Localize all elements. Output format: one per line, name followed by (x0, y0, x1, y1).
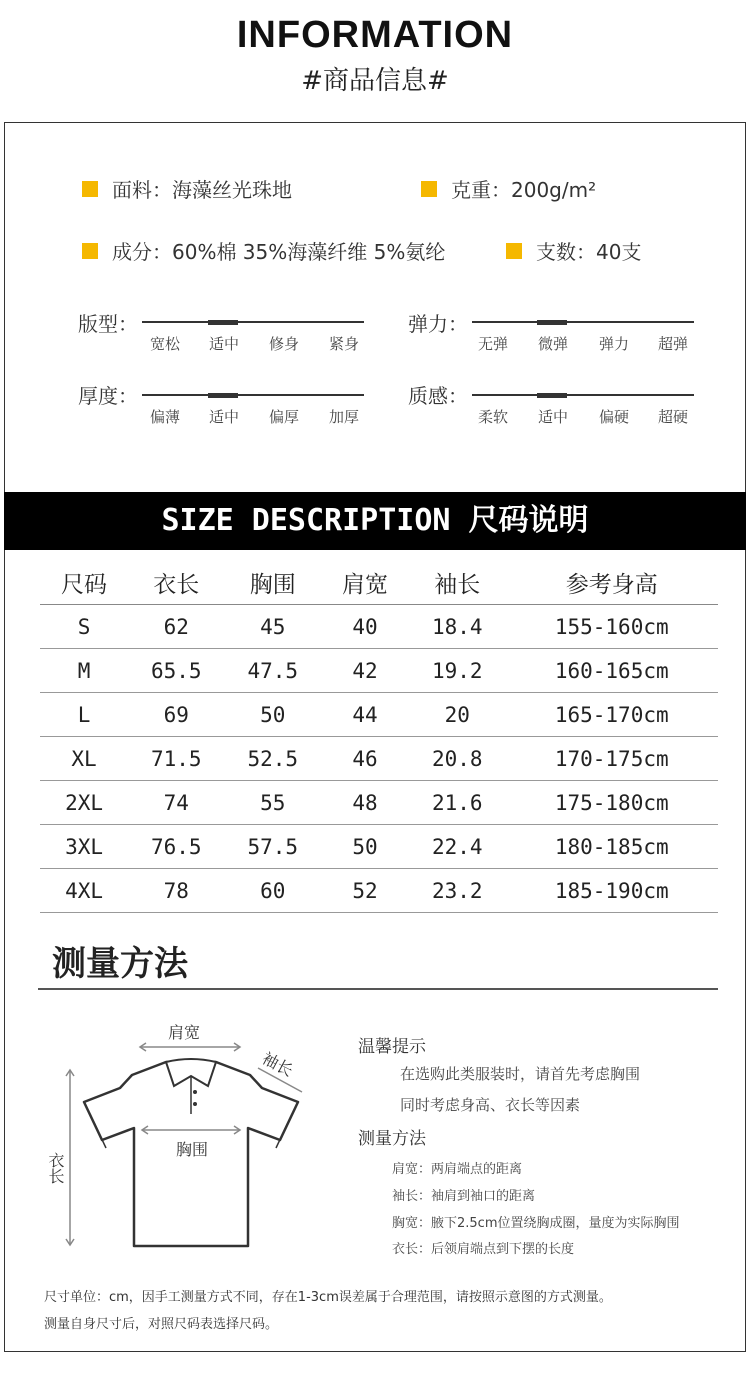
tshirt-diagram-icon (40, 1010, 330, 1260)
table-row (40, 781, 718, 825)
table-cell: 74 (128, 781, 224, 825)
table-cell: 2XL (40, 781, 128, 825)
table-cell: 76.5 (128, 825, 224, 869)
method-title: 测量方法 (358, 1129, 426, 1149)
slider-title: 厚度： (78, 384, 138, 408)
table-cell: 78 (128, 869, 224, 913)
divider (38, 988, 718, 990)
slider-label: 偏硬 (598, 408, 629, 426)
table-cell: 22.4 (409, 825, 505, 869)
slider-label: 修身 (268, 335, 299, 353)
page-title: INFORMATION (236, 14, 514, 56)
slider-track (142, 321, 364, 323)
bullet-icon (506, 243, 522, 259)
slider-label: 加厚 (328, 408, 359, 426)
table-cell: 4XL (40, 869, 128, 913)
table-cell: 3XL (40, 825, 128, 869)
table-cell: 62 (128, 605, 224, 649)
col-header: 参考身高 (505, 560, 718, 605)
table-cell: 52 (321, 869, 409, 913)
table-header-row (40, 560, 718, 605)
table-cell: 165-170cm (505, 693, 718, 737)
slider-label: 宽松 (149, 335, 180, 353)
table-cell: 46 (321, 737, 409, 781)
tips-line: 在选购此类服装时，请首先考虑胸围 (400, 1065, 641, 1083)
spec-fabric: 面料：海藻丝光珠地 (112, 178, 292, 202)
slider-label: 适中 (208, 335, 239, 353)
table-cell: 20 (409, 693, 505, 737)
table-cell: 170-175cm (505, 737, 718, 781)
slider-track (472, 321, 694, 323)
page-subtitle: #商品信息# (301, 66, 449, 96)
table-cell: 44 (321, 693, 409, 737)
slider-label: 偏厚 (268, 408, 299, 426)
table-row (40, 605, 718, 649)
bullet-icon (82, 243, 98, 259)
table-cell: 50 (225, 693, 321, 737)
table-cell: 175-180cm (505, 781, 718, 825)
slider-marker (537, 393, 567, 398)
table-cell: 60 (225, 869, 321, 913)
measure-title: 测量方法 (52, 944, 188, 984)
table-cell: 160-165cm (505, 649, 718, 693)
slider-label: 微弹 (537, 335, 568, 353)
table-cell: 45 (225, 605, 321, 649)
method-item: 衣长：后领肩端点到下摆的长度 (392, 1242, 575, 1257)
table-cell: 57.5 (225, 825, 321, 869)
table-cell: 65.5 (128, 649, 224, 693)
slider-title: 弹力： (408, 312, 468, 336)
table-cell: 20.8 (409, 737, 505, 781)
slider-label: 柔软 (477, 408, 508, 426)
table-cell: 21.6 (409, 781, 505, 825)
table-cell: 48 (321, 781, 409, 825)
slider-label: 弹力 (598, 335, 629, 353)
table-cell: 55 (225, 781, 321, 825)
tips-line: 同时考虑身高、衣长等因素 (400, 1096, 581, 1114)
table-cell: 185-190cm (505, 869, 718, 913)
size-description-banner: SIZE DESCRIPTION 尺码说明 (4, 492, 746, 550)
table-cell: 19.2 (409, 649, 505, 693)
slider-label: 适中 (208, 408, 239, 426)
slider-marker (208, 393, 238, 398)
method-item: 胸宽：腋下2.5cm位置绕胸成圈，量度为实际胸围 (392, 1216, 680, 1231)
bullet-icon (421, 181, 437, 197)
col-header: 袖长 (409, 560, 505, 605)
spec-count: 支数：40支 (536, 240, 642, 264)
slider-marker (208, 320, 238, 325)
table-row (40, 649, 718, 693)
slider-label: 偏薄 (149, 408, 180, 426)
col-header: 胸围 (225, 560, 321, 605)
slider-label: 超硬 (657, 408, 688, 426)
table-cell: 71.5 (128, 737, 224, 781)
table-cell: 180-185cm (505, 825, 718, 869)
slider-label: 超弹 (657, 335, 688, 353)
table-cell: 40 (321, 605, 409, 649)
table-row (40, 693, 718, 737)
table-cell: XL (40, 737, 128, 781)
diagram-label-shoulder: 肩宽 (168, 1023, 201, 1042)
method-item: 肩宽：两肩端点的距离 (392, 1162, 523, 1177)
table-cell: 18.4 (409, 605, 505, 649)
footer-note: 测量自身尺寸后，对照尺码表选择尺码。 (44, 1317, 279, 1332)
table-cell: 47.5 (225, 649, 321, 693)
slider-label: 紧身 (328, 335, 359, 353)
size-table (40, 560, 718, 913)
table-cell: 23.2 (409, 869, 505, 913)
table-row (40, 825, 718, 869)
slider-label: 适中 (537, 408, 568, 426)
bullet-icon (82, 181, 98, 197)
table-row (40, 737, 718, 781)
spec-weight: 克重：200g/m² (451, 178, 597, 202)
slider-track (472, 394, 694, 396)
footer-note: 尺寸单位：cm，因手工测量方式不同，存在1-3cm误差属于合理范围，请按照示意图的方式测量。 (44, 1290, 612, 1305)
method-item: 袖长：袖肩到袖口的距离 (392, 1189, 536, 1204)
table-cell: L (40, 693, 128, 737)
col-header: 肩宽 (321, 560, 409, 605)
tips-title: 温馨提示 (358, 1037, 426, 1057)
spec-composition: 成分：60%棉 35%海藻纤维 5%氨纶 (112, 240, 446, 264)
col-header: 尺码 (40, 560, 128, 605)
table-cell: 69 (128, 693, 224, 737)
col-header: 衣长 (128, 560, 224, 605)
table-cell: 52.5 (225, 737, 321, 781)
table-cell: 50 (321, 825, 409, 869)
diagram-label-chest: 胸围 (176, 1140, 209, 1159)
slider-marker (537, 320, 567, 325)
table-row (40, 869, 718, 913)
slider-label: 无弹 (477, 335, 508, 353)
diagram-label-length: 衣长 (46, 1152, 65, 1184)
slider-track (142, 394, 364, 396)
table-cell: M (40, 649, 128, 693)
diagram-label-sleeve: 袖长 (258, 1048, 297, 1081)
slider-title: 质感： (408, 384, 468, 408)
slider-title: 版型： (78, 312, 138, 336)
table-cell: 155-160cm (505, 605, 718, 649)
table-cell: S (40, 605, 128, 649)
table-cell: 42 (321, 649, 409, 693)
